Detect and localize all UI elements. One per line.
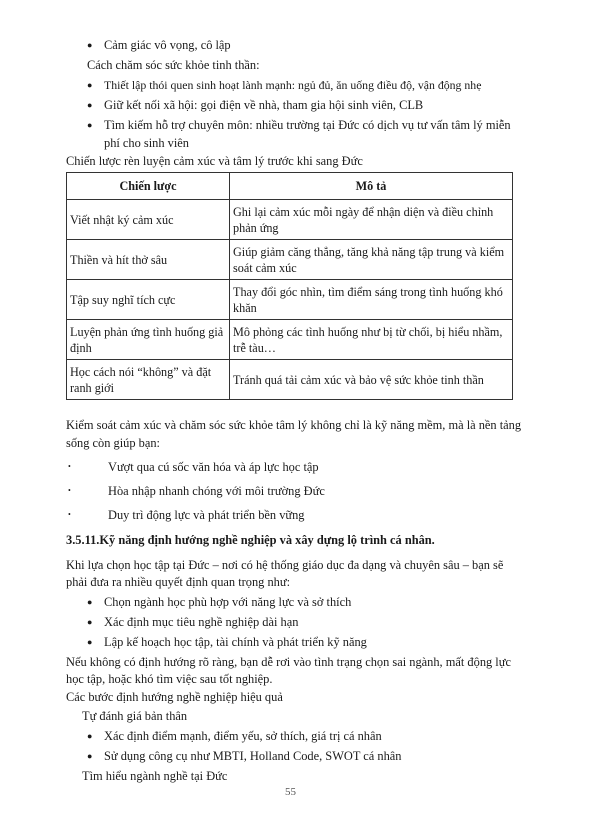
table-cell: Tránh quá tải cảm xúc và bảo vệ sức khỏe tinh thần (230, 360, 513, 400)
list-item: Cảm giác vô vọng, cô lập (104, 38, 231, 52)
table-cell: Thay đổi góc nhìn, tìm điểm sáng trong tình huống khó khăn (230, 280, 513, 320)
paragraph: Nếu không có định hướng rõ ràng, bạn dễ rơi vào tình trạng chọn sai ngành, mất động lực (66, 655, 511, 669)
table-row (67, 240, 513, 280)
step-title: Tìm hiểu ngành nghề tại Đức (82, 769, 228, 783)
section-heading: 3.5.11.Kỹ năng định hướng nghề nghiệp và xây dựng lộ trình cá nhân. (66, 533, 435, 547)
table-cell: Ghi lại cảm xúc mỗi ngày để nhận diện và điều chỉnh phản ứng (230, 200, 513, 240)
list-item: Xác định mục tiêu nghề nghiệp dài hạn (104, 615, 299, 629)
bullet-dot: ● (87, 617, 93, 627)
list-item: Lập kế hoạch học tập, tài chính và phát triển kỹ năng (104, 635, 367, 649)
bullet-dot: ● (87, 40, 93, 50)
bullet-dot: ● (87, 637, 93, 647)
table-cell: Viết nhật ký cảm xúc (67, 200, 230, 240)
list-item: Tìm kiếm hỗ trợ chuyên môn: nhiều trường tại Đức có dịch vụ tư vấn tâm lý miễn (104, 118, 511, 132)
paragraph: Khi lựa chọn học tập tại Đức – nơi có hệ thống giáo dục đa dạng và chuyên sâu – bạn sẽ (66, 558, 504, 572)
strategy-table (66, 172, 513, 400)
bullet-dot: ● (87, 100, 93, 110)
table-cell: Mô phỏng các tình huống như bị từ chối, bị hiểu nhầm, trễ tàu… (230, 320, 513, 360)
bullet-dot: • (68, 486, 71, 495)
paragraph: phải đưa ra nhiều quyết định quan trọng như: (66, 575, 291, 589)
table-row (67, 360, 513, 400)
list-item: Giữ kết nối xã hội: gọi điện về nhà, tham gia hội sinh viên, CLB (104, 98, 424, 112)
list-item: Hòa nhập nhanh chóng với môi trường Đức (108, 484, 325, 498)
bullet-dot: ● (87, 751, 93, 761)
list-item: Sử dụng công cụ như MBTI, Holland Code, SWOT cá nhân (104, 749, 402, 763)
bullet-dot: ● (87, 120, 93, 130)
paragraph: Cách chăm sóc sức khỏe tinh thần: (87, 58, 260, 72)
table-cell: Học cách nói “không” và đặt ranh giới (67, 360, 230, 400)
page-number: 55 (285, 786, 296, 798)
table-header-row (67, 173, 513, 200)
table-row (67, 280, 513, 320)
table-row (67, 200, 513, 240)
bullet-dot: • (68, 510, 71, 519)
list-item: Chọn ngành học phù hợp với năng lực và sở thích (104, 595, 352, 609)
bullet-dot: • (68, 462, 71, 471)
paragraph: Kiểm soát cảm xúc và chăm sóc sức khỏe tâm lý không chỉ là kỹ năng mềm, mà là nền tảng (66, 418, 522, 432)
table-cell: Giúp giảm căng thẳng, tăng khả năng tập trung và kiểm soát cảm xúc (230, 240, 513, 280)
paragraph: học tập, hoặc khó tìm việc sau tốt nghiệp. (66, 672, 273, 686)
list-item: Xác định điểm mạnh, điểm yếu, sở thích, giá trị cá nhân (104, 729, 382, 743)
bullet-dot: ● (87, 597, 93, 607)
table-cell: Tập suy nghĩ tích cực (67, 280, 230, 320)
paragraph: sống còn giúp bạn: (66, 436, 160, 450)
table-row (67, 320, 513, 360)
list-item: Thiết lập thói quen sinh hoạt lành mạnh: ngủ đủ, ăn uống điều độ, vận động nhẹ (104, 78, 482, 92)
table-cell: Thiền và hít thở sâu (67, 240, 230, 280)
list-item-continued: phí cho sinh viên (104, 136, 190, 150)
table-cell: Luyện phản ứng tình huống giả định (67, 320, 230, 360)
table-caption: Chiến lược rèn luyện cảm xúc và tâm lý trước khi sang Đức (66, 154, 363, 168)
step-title: Tự đánh giá bản thân (82, 709, 188, 723)
subheading: Các bước định hướng nghề nghiệp hiệu quả (66, 690, 283, 704)
table-header-cell: Chiến lược (67, 173, 230, 200)
list-item: Vượt qua cú sốc văn hóa và áp lực học tập (108, 460, 319, 474)
table-header-cell: Mô tả (230, 173, 513, 200)
bullet-dot: ● (87, 731, 93, 741)
bullet-dot: ● (87, 80, 93, 90)
list-item: Duy trì động lực và phát triển bền vững (108, 508, 305, 522)
